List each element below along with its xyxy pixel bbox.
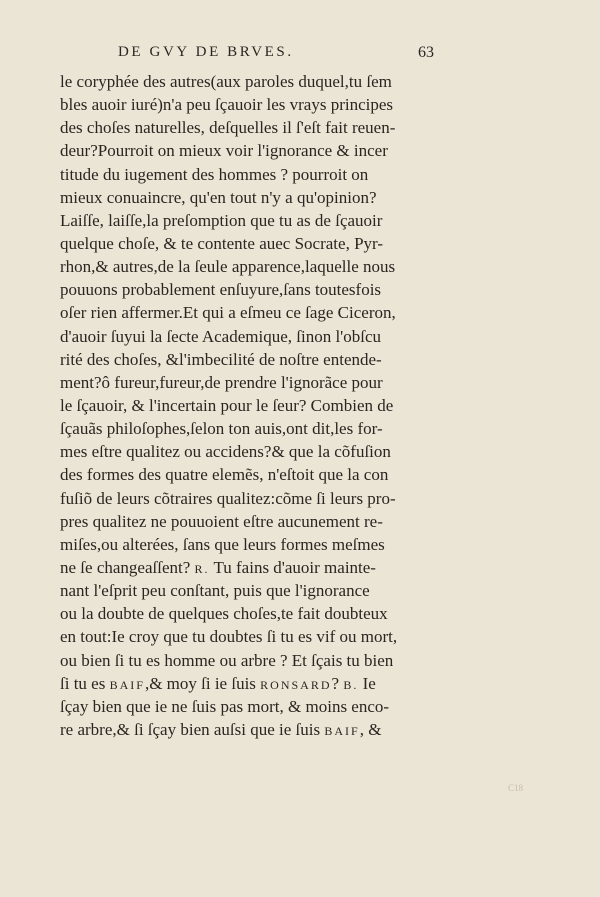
text-segment: rhon,& autres,de la ſeule apparence,laquelle nous bbox=[60, 257, 396, 277]
text-line bbox=[60, 672, 436, 695]
text-segment: ſçay bien que ie ne ſuis pas mort, & moins enco- bbox=[60, 696, 390, 716]
text-line bbox=[60, 301, 436, 324]
text-segment: , & bbox=[359, 719, 382, 739]
text-line bbox=[60, 510, 436, 533]
text-segment: pouuons probablement enſuyure,ſans toutesfois bbox=[60, 280, 382, 300]
page-number: 63 bbox=[418, 44, 434, 61]
text-line bbox=[60, 139, 436, 162]
text-segment: ſçauãs philoſophes,ſelon ton auis,ont dit,les for- bbox=[60, 419, 383, 439]
speaker-name: R. bbox=[194, 561, 210, 576]
text-line bbox=[60, 116, 436, 139]
speaker-name: RONSARD bbox=[260, 677, 332, 692]
text-line bbox=[60, 232, 436, 255]
text-line bbox=[60, 394, 436, 417]
text-line bbox=[60, 417, 436, 440]
text-line bbox=[60, 371, 436, 394]
text-line bbox=[60, 163, 436, 186]
text-line bbox=[60, 718, 436, 741]
body-text bbox=[60, 70, 436, 741]
text-line bbox=[60, 325, 436, 348]
text-segment: re arbre,& ſi ſçay bien auſsi que ie ſuis bbox=[60, 719, 325, 739]
text-segment: ,& moy ſi ie ſuis bbox=[144, 673, 261, 693]
text-segment: ? bbox=[331, 673, 344, 693]
text-segment: bles auoir iuré)n'a peu ſçauoir les vrays principes bbox=[60, 95, 394, 115]
text-segment: miſes,ou alterées, ſans que leurs formes meſmes bbox=[60, 534, 385, 554]
margin-mark: C18 bbox=[508, 783, 524, 793]
text-segment: deur?Pourroit on mieux voir l'ignorance & incer bbox=[60, 141, 388, 161]
text-line bbox=[60, 278, 436, 301]
text-line bbox=[60, 209, 436, 232]
text-segment: fuſiõ de leurs cõtraires qualitez:cõme ſi leurs pro- bbox=[60, 488, 396, 508]
text-segment: quelque choſe, & te contente auec Socrate, Pyr- bbox=[60, 233, 383, 253]
text-line bbox=[60, 440, 436, 463]
text-line bbox=[60, 70, 436, 93]
text-segment: rité des choſes, &l'imbecilité de noſtre entende- bbox=[60, 349, 382, 369]
text-line bbox=[60, 463, 436, 486]
text-segment: ne ſe changeaſſent? bbox=[60, 557, 195, 577]
text-line bbox=[60, 533, 436, 556]
text-segment: Laiſſe, laiſſe,la preſomption que tu as de ſçauoir bbox=[60, 210, 383, 230]
text-segment: mieux conuaincre, qu'en tout n'y a qu'opinion? bbox=[60, 187, 377, 207]
text-line bbox=[60, 695, 436, 718]
text-line bbox=[60, 625, 436, 648]
text-line bbox=[60, 255, 436, 278]
text-segment: le ſçauoir, & l'incertain pour le ſeur? Combien de bbox=[60, 395, 394, 415]
text-segment: en tout:Ie croy que tu doubtes ſi tu es vif ou mort, bbox=[60, 627, 398, 647]
text-line bbox=[60, 186, 436, 209]
text-segment: pres qualitez ne pouuoient eſtre aucunement re- bbox=[60, 511, 383, 531]
text-line bbox=[60, 93, 436, 116]
text-segment: ou la doubte de quelques choſes,te fait doubteux bbox=[60, 604, 388, 624]
text-line bbox=[60, 487, 436, 510]
text-segment: des formes des quatre elemẽs, n'eſtoit que la con bbox=[60, 465, 389, 485]
speaker-name: B. bbox=[343, 677, 359, 692]
speaker-name: BAIF bbox=[109, 677, 145, 692]
text-segment: le coryphée des autres(aux paroles duquel,tu ſem bbox=[60, 72, 392, 91]
text-segment: mes eſtre qualitez ou accidens?& que la cõfuſion bbox=[60, 442, 391, 462]
text-segment: Ie bbox=[358, 673, 376, 693]
text-segment: nant l'eſprit peu conſtant, puis que l'ignorance bbox=[60, 581, 370, 601]
text-segment: Tu fains d'auoir mainte- bbox=[209, 557, 376, 577]
text-line bbox=[60, 649, 436, 672]
text-line bbox=[60, 556, 436, 579]
running-head: DE GVY DE BRVES. bbox=[118, 44, 294, 60]
text-segment: titude du iugement des hommes ? pourroit on bbox=[60, 164, 369, 184]
text-segment: ſi tu es bbox=[60, 673, 110, 693]
text-line bbox=[60, 579, 436, 602]
text-line bbox=[60, 348, 436, 371]
text-segment: oſer rien affermer.Et qui a eſmeu ce ſage Ciceron, bbox=[60, 303, 396, 323]
text-segment: des choſes naturelles, deſquelles il ſ'eſt fait reuen- bbox=[60, 118, 396, 138]
text-line bbox=[60, 602, 436, 625]
text-segment: d'auoir ſuyui la ſecte Academique, ſinon l'obſcu bbox=[60, 326, 382, 346]
text-segment: ment?ô fureur,fureur,de prendre l'ignorãce pour bbox=[60, 372, 383, 392]
speaker-name: BAIF bbox=[324, 723, 360, 738]
text-segment: ou bien ſi tu es homme ou arbre ? Et ſçais tu bien bbox=[60, 650, 394, 670]
